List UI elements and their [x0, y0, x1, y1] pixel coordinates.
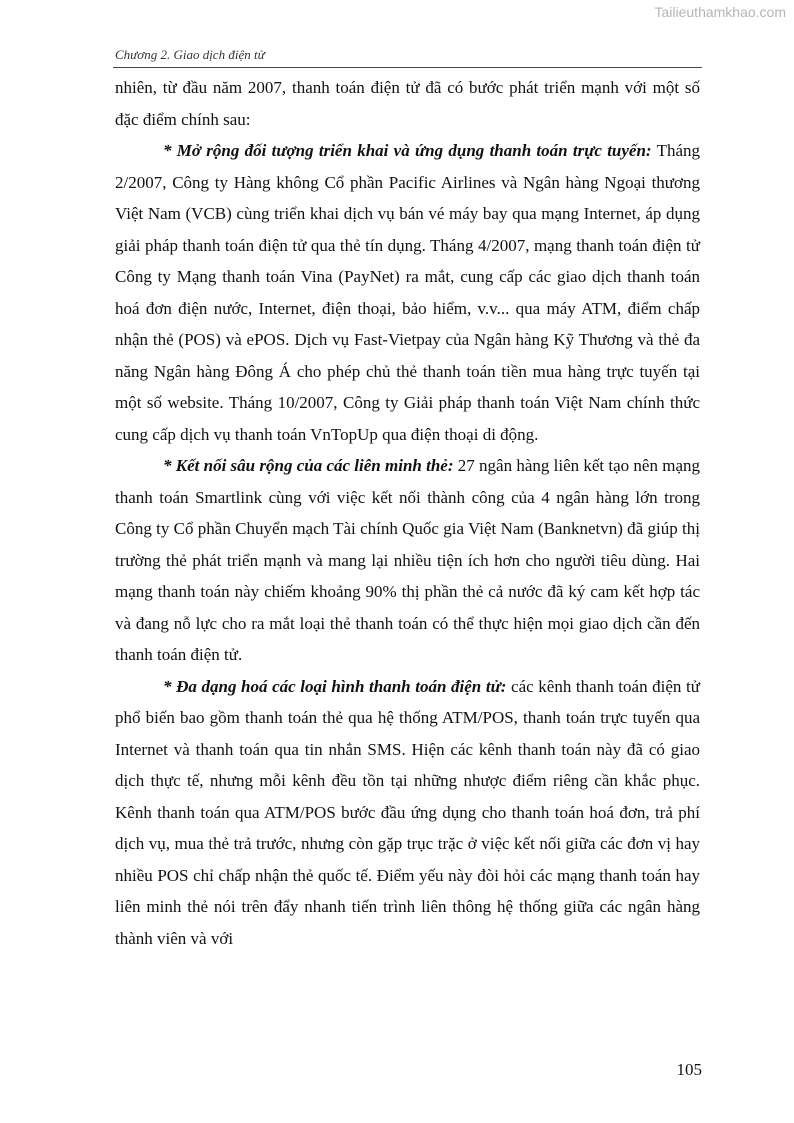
paragraph-lead: * Đa dạng hoá các loại hình thanh toán điện tử:	[163, 676, 507, 696]
paragraph-card-alliances	[115, 450, 700, 671]
paragraph-text: các kênh thanh toán điện tử phổ biến bao gồm thanh toán thẻ qua hệ thống ATM/POS, thanh toán trực tuyến qua Internet và thanh toán qua tin nhắn SMS. Hiện các kênh thanh toán này đã có giao dịch thực tế, nhưng mỗi kênh đều tồn tại những nhược điểm riêng cần khắc phục. Kênh thanh toán qua ATM/POS bước đầu ứng dụng cho thanh toán hoá đơn, trả phí dịch vụ, mua thẻ trả trước, nhưng còn gặp trục trặc ở việc kết nối giữa các đơn vị hay nhiều POS chỉ chấp nhận thẻ quốc tế. Điểm yếu này đòi hỏi các mạng thanh toán hay liên minh thẻ nói trên đẩy nhanh tiến trình liên thông hệ thống giữa các ngân hàng thành viên và với	[115, 676, 700, 948]
body-text	[115, 72, 700, 954]
paragraph-online-payment	[115, 135, 700, 450]
paragraph-lead: * Mở rộng đối tượng triển khai và ứng dụng thanh toán trực tuyến:	[163, 141, 652, 160]
header-divider	[113, 67, 702, 68]
watermark: Tailieuthamkhao.com	[654, 4, 786, 20]
paragraph-lead: * Kết nối sâu rộng của các liên minh thẻ:	[163, 456, 454, 475]
paragraph-text: nhiên, từ đầu năm 2007, thanh toán điện tử đã có bước phát triển mạnh với một số đặc điểm chính sau:	[115, 78, 700, 129]
paragraph-text: Tháng 2/2007, Công ty Hàng không Cổ phần Pacific Airlines và Ngân hàng Ngoại thương Việt Nam (VCB) cùng triển khai dịch vụ bán vé máy bay qua mạng Internet, áp dụng giải pháp thanh toán điện tử qua thẻ tín dụng. Tháng 4/2007, mạng thanh toán điện tử Công ty Mạng thanh toán Vina (PayNet) ra mắt, cung cấp các giao dịch thanh toán hoá đơn điện nước, Internet, điện thoại, bảo hiểm, v.v... qua máy ATM, điểm chấp nhận thẻ (POS) và ePOS. Dịch vụ Fast-Vietpay của Ngân hàng Kỹ Thương và thẻ đa năng Ngân hàng Đông Á cho phép chủ thẻ thanh toán tiền mua hàng trực tuyến tại một số website. Tháng 10/2007, Công ty Giải pháp thanh toán Việt Nam chính thức cung cấp dịch vụ thanh toán VnTopUp qua điện thoại di động.	[115, 141, 701, 444]
page-number: 105	[676, 1060, 702, 1079]
paragraph-payment-diversity	[115, 671, 700, 955]
running-header: Chương 2. Giao dịch điện tử	[115, 47, 265, 62]
paragraph-continuation	[115, 72, 700, 135]
paragraph-text: 27 ngân hàng liên kết tạo nên mạng thanh toán Smartlink cùng với việc kết nối thành công của 4 ngân hàng lớn trong Công ty Cổ phần Chuyển mạch Tài chính Quốc gia Việt Nam (Banknetvn) đã giúp thị trường thẻ phát triển mạnh và mang lại nhiều tiện ích hơn cho người tiêu dùng. Hai mạng thanh toán này chiếm khoảng 90% thị phần thẻ cả nước đã ký cam kết hợp tác và đang nỗ lực cho ra mắt loại thẻ thanh toán có thể thực hiện mọi giao dịch cần đến thanh toán điện tử.	[115, 456, 701, 664]
